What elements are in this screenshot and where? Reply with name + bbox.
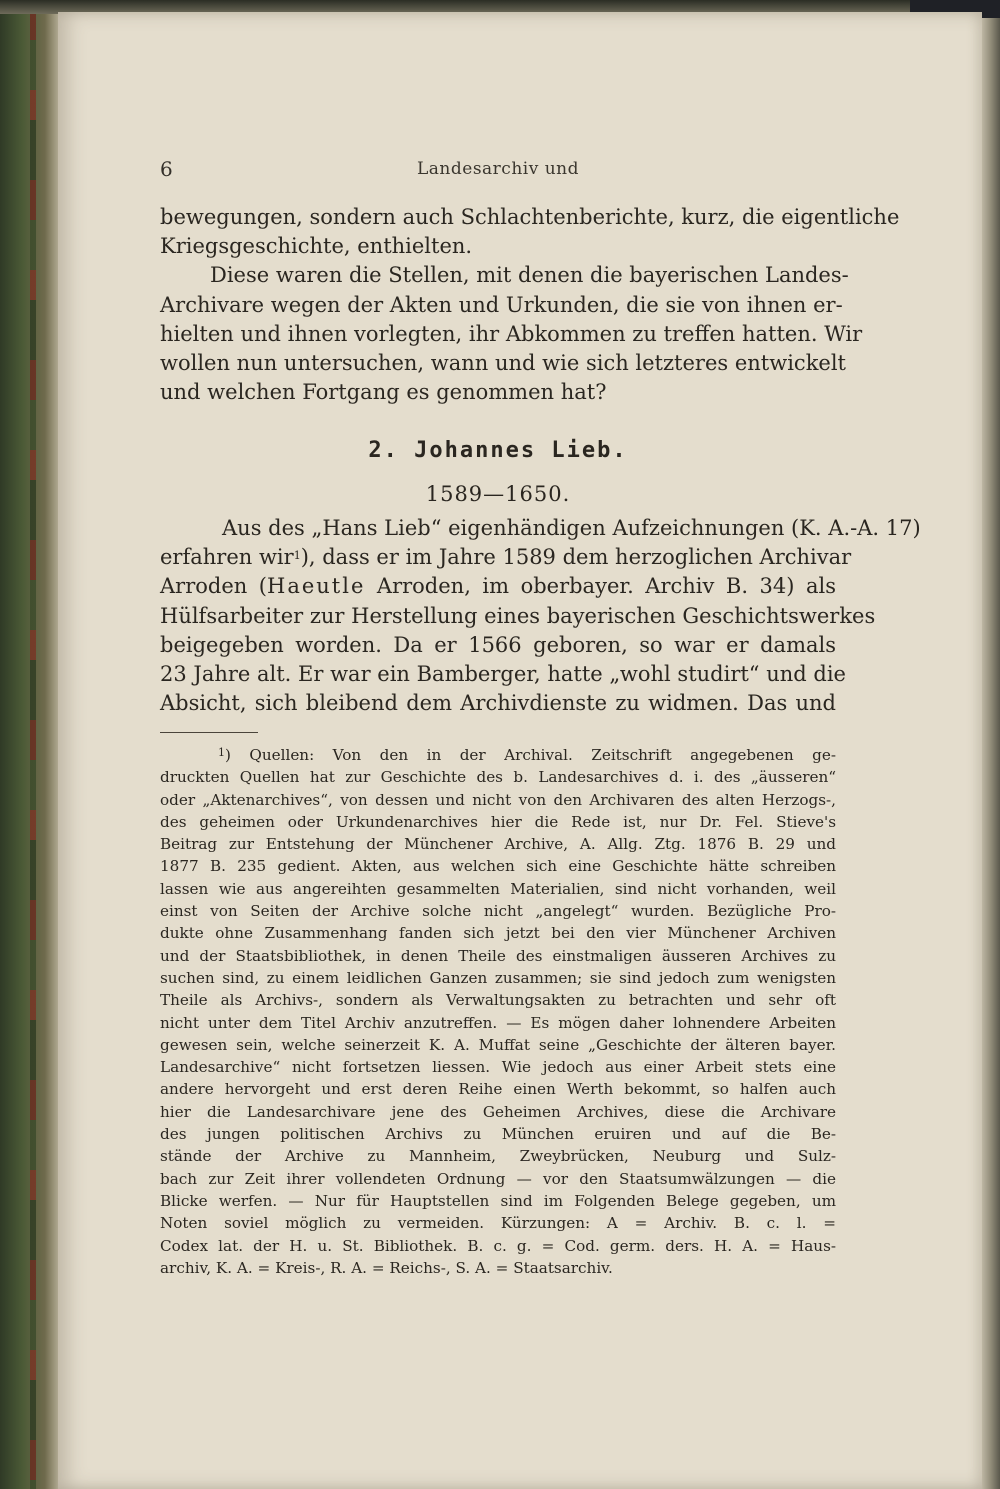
text-line: hielten und ihnen vorlegten, ihr Abkommen zu treffen hatten. Wir	[160, 321, 863, 346]
footnote-line	[160, 744, 836, 766]
footnote-line: des geheimen oder Urkundenarchives hier die Rede ist, nur Dr. Fel. Stieve's	[160, 812, 836, 831]
text-line: Aus des „Hans Lieb“ eigenhändigen Aufzeichnungen (K. A.-A. 17)	[222, 516, 921, 540]
footnote-line: dukte ohne Zusammenhang fanden sich jetzt bei den vier Münchener Archiven	[160, 924, 836, 943]
text-line: 23 Jahre alt. Er war ein Bamberger, hatte „wohl studirt“ und die	[160, 662, 846, 687]
text-line: wollen nun untersuchen, wann und wie sich letzteres entwickelt	[160, 351, 846, 376]
text-fragment: Arroden, im oberbayer. Archiv B. 34) als	[365, 574, 836, 599]
text-line: Diese waren die Stellen, mit denen die bayerischen Landes-	[210, 263, 849, 288]
page-number: 6	[160, 157, 173, 181]
section-heading: 2. Johannes Lieb.	[368, 438, 628, 463]
footnote-line: nicht unter dem Titel Archiv anzutreffen. — Es mögen daher lohnendere Arbeiten	[160, 1013, 836, 1032]
footnote-line: archiv, K. A. = Kreis-, R. A. = Reichs-, S. A. = Staatsarchiv.	[160, 1258, 613, 1277]
binding-stripe	[30, 0, 36, 1489]
footnote-line: 1877 B. 235 gedient. Akten, aus welchen sich eine Geschichte hätte schreiben	[160, 857, 836, 876]
text-line: Absicht, sich bleibend dem Archivdienste zu widmen. Das und	[160, 691, 836, 716]
footnotes	[160, 744, 836, 1279]
footnote-rule	[160, 732, 258, 733]
text-fragment: Arroden (	[160, 574, 268, 599]
section-dates: 1589—1650.	[425, 482, 571, 506]
footnote-marker: 1	[293, 549, 301, 563]
running-head: Landesarchiv und	[417, 159, 579, 179]
text-line: Hülfsarbeiter zur Herstellung eines bayerischen Geschichtswerkes	[160, 603, 876, 628]
footnote-line: oder „Aktenarchives“, von dessen und nicht von den Archivaren des alten Herzogs-,	[160, 790, 836, 809]
footnote-line: und der Staatsbibliothek, in denen Theile des einstmaligen äusseren Archives zu	[160, 946, 836, 965]
text-line: beigegeben worden. Da er 1566 geboren, so war er damals	[160, 632, 836, 657]
text-fragment: ) Quellen: Von den in der Archival. Zeitschrift angegebenen ge-	[225, 746, 836, 764]
footnote-marker: 1	[218, 746, 225, 759]
footnote-line: Codex lat. der H. u. St. Bibliothek. B. c. g. = Cod. germ. ders. H. A. = Haus-	[160, 1236, 836, 1255]
text-line: und welchen Fortgang es genommen hat?	[160, 380, 607, 405]
footnote-line: hier die Landesarchivare jene des Geheimen Archives, diese die Archivare	[160, 1102, 836, 1121]
text-fragment: erfahren wir	[160, 545, 294, 570]
footnote-line: des jungen politischen Archivs zu München eruiren und auf die Be-	[160, 1125, 836, 1144]
text-line: bewegungen, sondern auch Schlachtenberichte, kurz, die eigentliche	[160, 205, 900, 229]
text-line: Kriegsgeschichte, enthielten.	[160, 234, 473, 259]
footnote-line: lassen wie aus angereihten gesammelten Materialien, sind nicht vorhanden, weil	[160, 879, 836, 898]
footnote-line: gewesen sein, welche seinerzeit K. A. Muffat seine „Geschichte der älteren bayer.	[160, 1035, 836, 1054]
footnote-line: bach zur Zeit ihrer vollendeten Ordnung — vor den Staatsumwälzungen — die	[160, 1169, 836, 1188]
footnote-line: stände der Archive zu Mannheim, Zweybrücken, Neuburg und Sulz-	[160, 1147, 836, 1166]
footnote-line: einst von Seiten der Archive solche nicht „angelegt“ wurden. Bezügliche Pro-	[160, 902, 836, 921]
page-header	[160, 157, 836, 181]
footnote-line: suchen sind, zu einem leidlichen Ganzen zusammen; sie sind jedoch zum wenigsten	[160, 968, 836, 987]
text-line: Archivare wegen der Akten und Urkunden, die sie von ihnen er-	[160, 292, 843, 317]
footnote-line: Blicke werfen. — Nur für Hauptstellen sind im Folgenden Belege gegeben, um	[160, 1191, 836, 1210]
text-line	[160, 572, 836, 601]
footnote-line: druckten Quellen hat zur Geschichte des b. Landesarchives d. i. des „äusseren“	[160, 768, 836, 787]
spaced-name: Haeutle	[267, 574, 366, 599]
footnote-line: andere hervorgeht und erst deren Reihe einen Werth bekommt, so halfen auch	[160, 1080, 836, 1099]
footnote-line: Noten soviel möglich zu vermeiden. Kürzungen: A = Archiv. B. c. l. =	[160, 1214, 836, 1233]
body-text-section	[160, 514, 921, 718]
text-line	[160, 543, 852, 572]
footnote-line: Beitrag zur Entstehung der Münchener Archive, A. Allg. Ztg. 1876 B. 29 und	[160, 835, 836, 854]
body-text	[160, 203, 900, 407]
footnote-line: Landesarchive“ nicht fortsetzen liessen. Wie jedoch aus einer Arbeit stets eine	[160, 1058, 836, 1077]
footnote-line: Theile als Archivs-, sondern als Verwaltungsakten zu betrachten und sehr oft	[160, 991, 836, 1010]
text-fragment: ), dass er im Jahre 1589 dem herzoglichen Archivar	[300, 545, 852, 570]
